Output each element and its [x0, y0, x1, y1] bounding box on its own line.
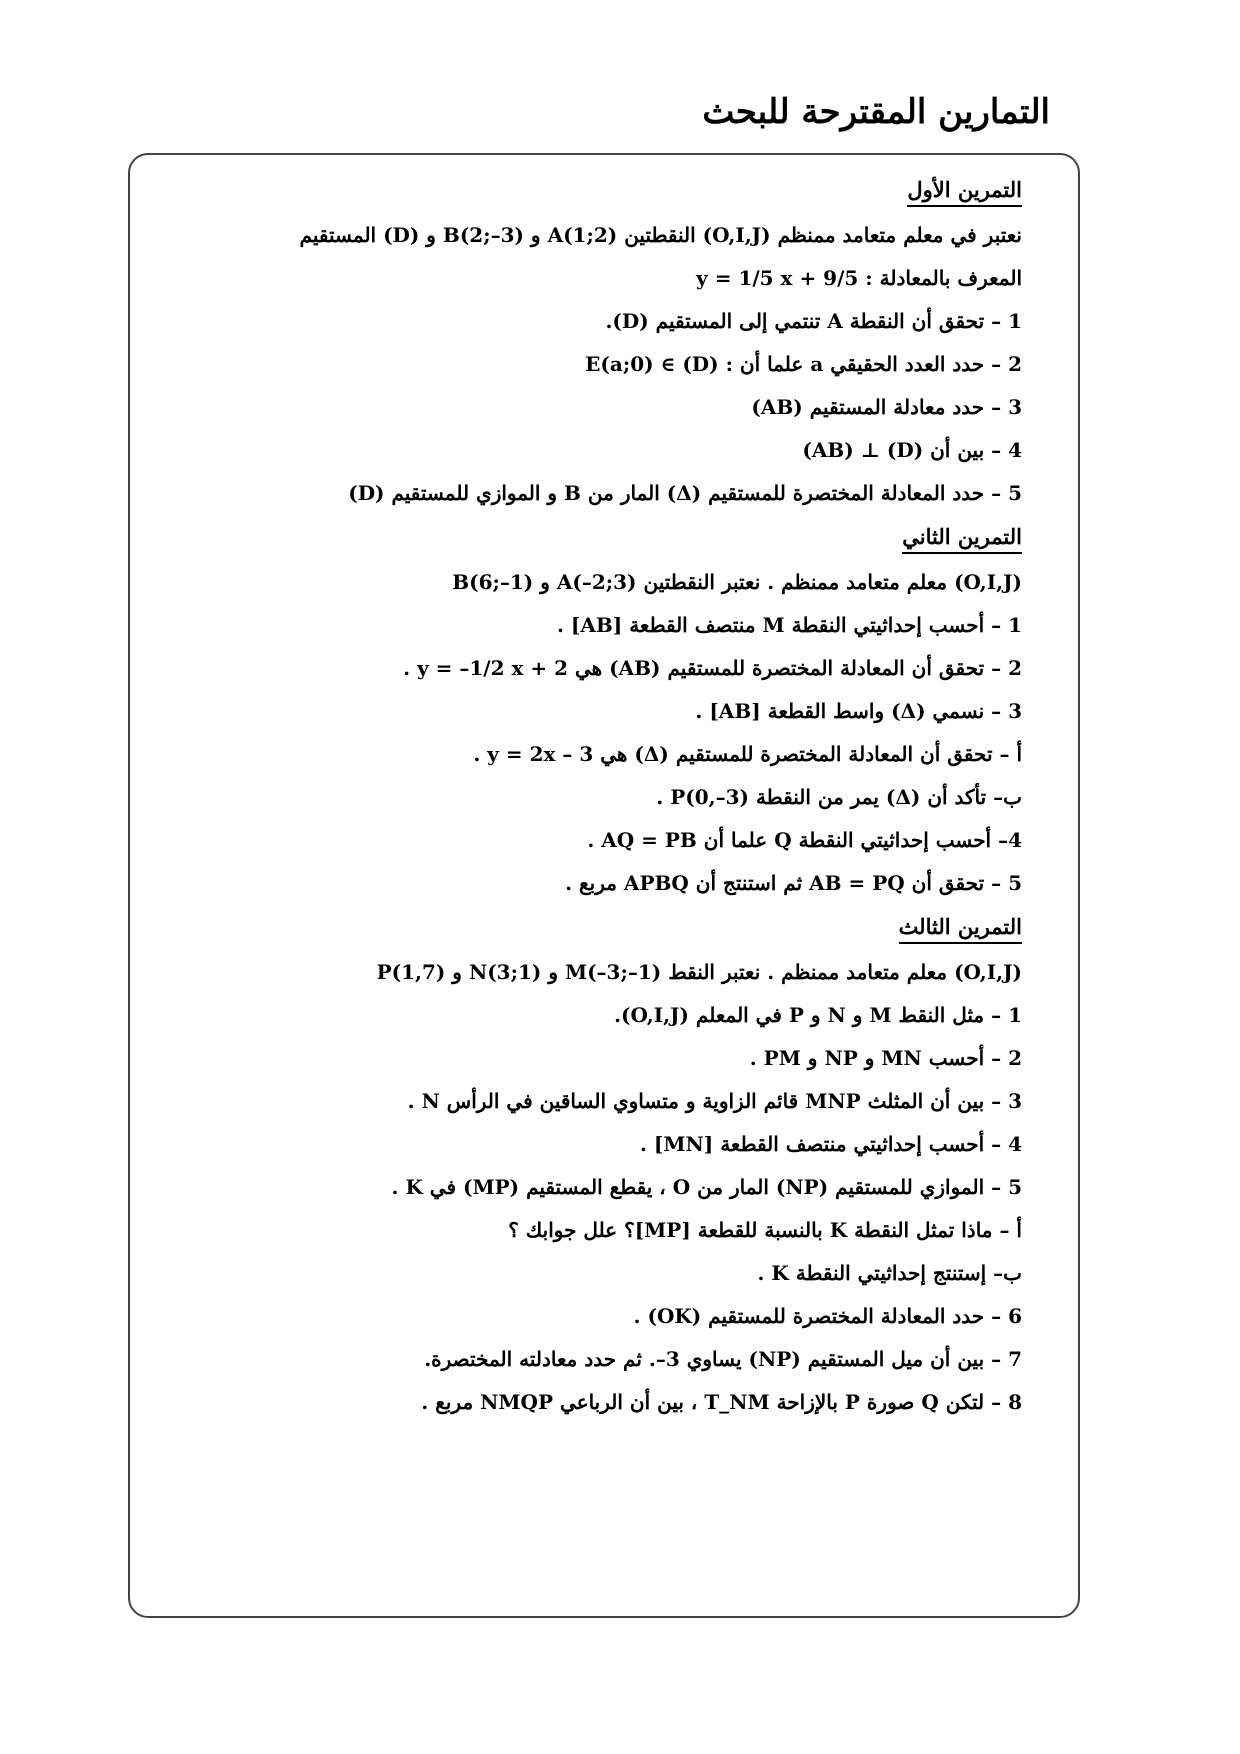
exercise-line: نعتبر في معلم متعامد ممنظم (O,I,J) النقطتين A(1;2) و B(2;–3) و (D) المستقيم	[299, 223, 1022, 247]
exercise-2	[180, 522, 1022, 898]
exercise-line: ب– تأكد أن (Δ) يمر من النقطة P(0,–3) .	[656, 785, 1022, 809]
exercise-line: 3 – بين أن المثلث MNP قائم الزاوية و متساوي الساقين في الرأس N .	[407, 1089, 1022, 1113]
exercise-line: 7 – بين أن ميل المستقيم (NP) يساوي 3–. ثم حدد معادلته المختصرة.	[424, 1347, 1022, 1371]
exercise-line: 1 – مثل النقط M و N و P في المعلم (O,I,J).	[614, 1003, 1022, 1027]
exercise-line: 6 – حدد المعادلة المختصرة للمستقيم (OK) .	[633, 1304, 1022, 1328]
exercise-title: التمرين الأول	[907, 177, 1022, 207]
exercise-line: 2 – أحسب MN و NP و PM .	[749, 1046, 1022, 1070]
exercise-line: 5 – تحقق أن AB = PQ ثم استنتج أن APBQ مربع .	[565, 871, 1022, 895]
exercise-line: أ – ماذا تمثل النقطة K بالنسبة للقطعة [MP]؟ علل جوابك ؟	[508, 1218, 1022, 1242]
exercise-line: 1 – تحقق أن النقطة A تنتمي إلى المستقيم (D).	[605, 309, 1022, 333]
exercise-line: 5 – حدد المعادلة المختصرة للمستقيم (Δ) المار من B و الموازي للمستقيم (D)	[348, 481, 1022, 505]
exercise-line: (O,I,J) معلم متعامد ممنظم . نعتبر النقط M(–3;–1) و N(3;1) و P(1,7)	[376, 960, 1022, 984]
exercise-line: 4– أحسب إحداثيتي النقطة Q علما أن AQ = PB .	[587, 828, 1022, 852]
exercise-line: 3 – نسمي (Δ) واسط القطعة [AB] .	[695, 699, 1022, 723]
exercise-line: 1 – أحسب إحداثيتي النقطة M منتصف القطعة [AB] .	[556, 613, 1022, 637]
exercise-line: 2 – حدد العدد الحقيقي a علما أن : E(a;0) ∈ (D)	[585, 352, 1022, 376]
exercise-line: 8 – لتكن Q صورة P بالإزاحة T_NM ، بين أن الرباعي NMQP مربع .	[421, 1390, 1022, 1414]
exercise-line: ب– إستنتج إحداثيتي النقطة K .	[757, 1261, 1022, 1285]
page-title: التمارين المقترحة للبحث	[702, 92, 1050, 132]
exercise-3	[180, 912, 1022, 1417]
exercise-title: التمرين الثالث	[899, 914, 1022, 944]
exercises-frame	[128, 153, 1080, 1618]
exercise-line: المعرف بالمعادلة : y = 1/5 x + 9/5	[696, 266, 1022, 290]
exercise-line: 3 – حدد معادلة المستقيم (AB)	[751, 395, 1022, 419]
exercise-line: 2 – تحقق أن المعادلة المختصرة للمستقيم (AB) هي y = –1/2 x + 2 .	[403, 656, 1022, 680]
exercise-1	[180, 175, 1022, 508]
exercise-title: التمرين الثاني	[902, 524, 1022, 554]
exercise-line: (O,I,J) معلم متعامد ممنظم . نعتبر النقطتين A(–2;3) و B(6;–1)	[452, 570, 1022, 594]
exercise-line: أ – تحقق أن المعادلة المختصرة للمستقيم (Δ) هي y = 2x – 3 .	[473, 742, 1022, 766]
exercise-line: 4 – أحسب إحداثيتي منتصف القطعة [MN] .	[639, 1132, 1022, 1156]
exercise-line: 4 – بين أن (D) ⊥ (AB)	[802, 438, 1022, 462]
exercise-line: 5 – الموازي للمستقيم (NP) المار من O ، يقطع المستقيم (MP) في K .	[391, 1175, 1022, 1199]
